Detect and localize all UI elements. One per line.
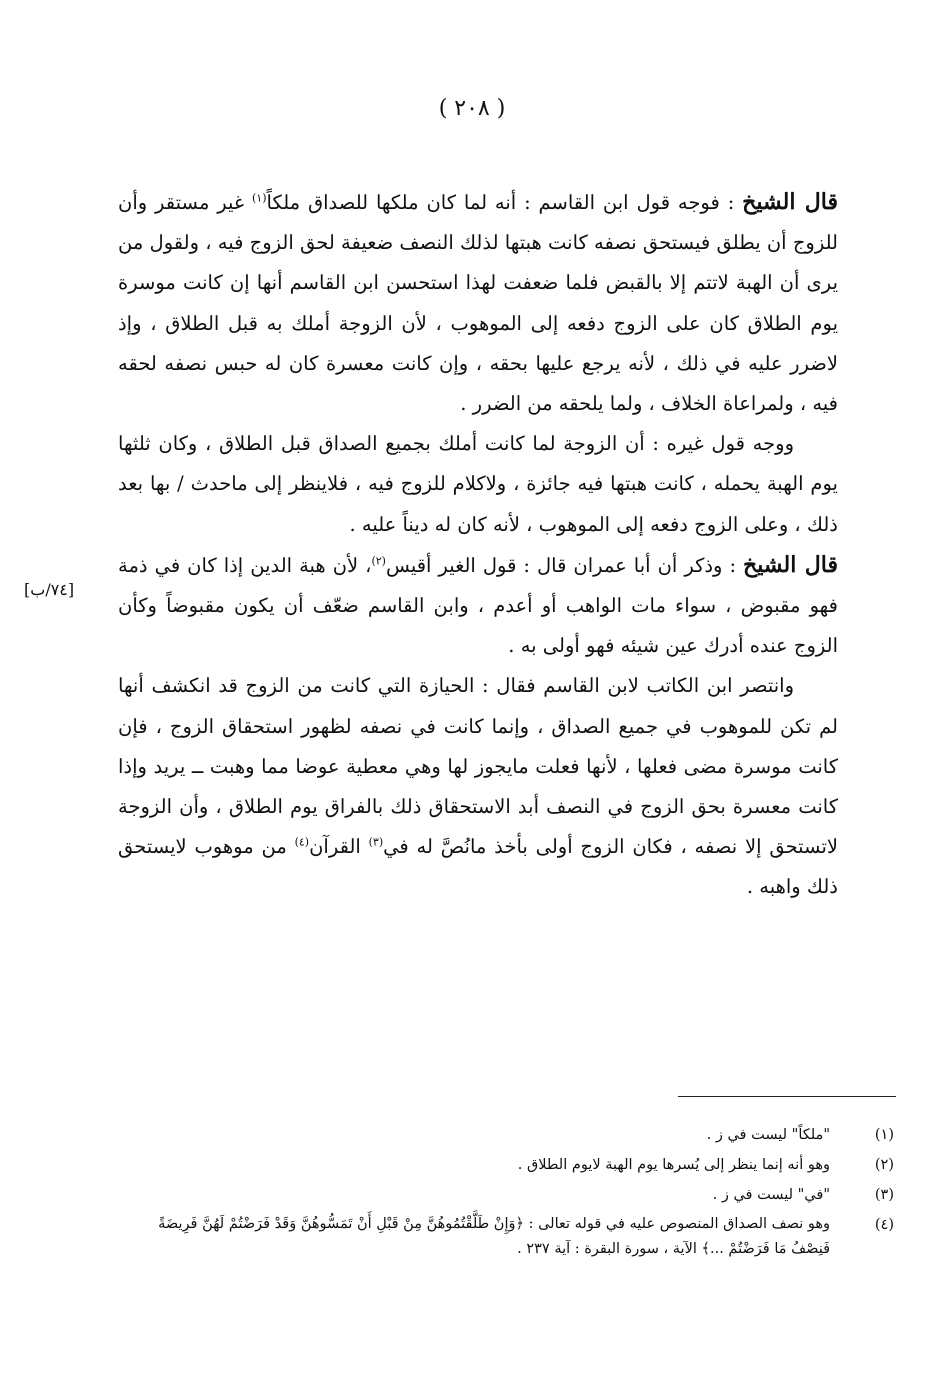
- footnote-ref: (٢): [371, 554, 386, 568]
- page-number: ( ٢٠٨ ): [438, 96, 506, 121]
- paragraph-text: غير مستقر وأن للزوج أن يطلق فيستحق نصفه كانت هبتها لذلك النصف ضعيفة لحق الزوج فيه ، ولقول من يرى أن الهبة لاتتم إلا بالقبض فلما ضعفت لهذا استحسن ابن القاسم أنها إن كانت موسرة يوم الطلاق كان على الزوج دفعه إلى الموهوب ، لأن الزوجة أملك به قبل الطلاق ، وإذ لاضرر عليه في ذلك ، لأنه يرجع عليها بحقه ، وإن كانت معسرة كان له حبس نصفه لحقه فيه ، ولمراعاة الخلاف ، ولما يلحقه من الضرر .: [118, 191, 838, 416]
- footnote: [132, 1150, 894, 1180]
- paragraph-1: [118, 182, 838, 424]
- footnote-text: وهو نصف الصداق المنصوص عليه في قوله تعالى : ﴿وَإِنْ طَلَّقْتُمُوهُنَّ مِنْ قَبْلِ أَنْ تَمَسُّوهُنَّ وَقَدْ فَرَضْتُمْ لَهُنَّ فَرِيضَةً فَنِصْفُ مَا فَرَضْتُمْ ...﴾ الآية ، سورة البقرة : آية ٢٣٧ .: [158, 1216, 830, 1257]
- footnote-number: (٣): [874, 1187, 894, 1203]
- footnote-ref: (٤): [294, 835, 310, 849]
- footnote: [132, 1210, 894, 1262]
- footnote-number: (١): [874, 1127, 894, 1143]
- speaker-label: قال الشيخ: [742, 189, 838, 215]
- footnote: [132, 1120, 894, 1150]
- paragraph-text: : وذكر أن أبا عمران قال : قول الغير أقيس: [385, 553, 744, 577]
- footnote-text: "ملكاً" ليست في ز .: [706, 1127, 830, 1143]
- paragraph-text: ، لأن هبة الدين إذا كان في ذمة فهو مقبوض ، سواء مات الواهب أو أعدم ، وابن القاسم ضعّف أن يكون مقبوضاً وكأن الزوج عنده أدرك عين شيئه فهو أولى به .: [118, 553, 838, 658]
- footnote-number: (٤): [874, 1217, 894, 1233]
- paragraph-text: من موهوب لايستحق ذلك واهبه .: [118, 835, 838, 899]
- paragraph-4: [118, 666, 838, 907]
- paragraph-3: [118, 545, 838, 667]
- folio-margin-note: [٧٤/ب]: [24, 580, 75, 599]
- main-text: [118, 182, 838, 908]
- footnote-ref: (١): [252, 191, 267, 205]
- paragraph-2: [118, 424, 838, 545]
- footnote-text: "في" ليست في ز .: [712, 1187, 830, 1203]
- footnote-ref: (٣): [368, 835, 384, 849]
- footnote-divider: [678, 1096, 896, 1097]
- footnote: [132, 1180, 894, 1210]
- footnote-text: وهو أنه إنما ينظر إلى يُسرها يوم الهبة لايوم الطلاق .: [517, 1157, 830, 1173]
- paragraph-text: ووجه قول غيره : أن الزوجة لما كانت أملك بجميع الصداق قبل الطلاق ، وكان ثلثها يوم الهبة يحمله ، كانت هبتها فيه جائزة ، ولاكلام للزوج فيه ، فلاينظر إلى ماحدث / بها بعد ذلك ، وعلى الزوج دفعه إلى الموهوب ، لأنه كان له ديناً عليه .: [118, 432, 838, 536]
- footnote-number: (٢): [874, 1157, 894, 1173]
- paragraph-text: : فوجه قول ابن القاسم : أنه لما كان ملكها للصداق ملكاً: [266, 191, 743, 214]
- speaker-label: قال الشيخ: [743, 551, 838, 578]
- footnotes: [132, 1120, 894, 1262]
- paragraph-text: القرآن: [309, 835, 369, 859]
- paragraph-text: وانتصر ابن الكاتب لابن القاسم فقال : الحيازة التي كانت من الزوج قد انكشف أنها لم تكن للموهوب في جميع الصداق ، وإنما كانت في نصفه لظهور استحقاق الزوج ، فإن كانت موسرة مضى فعلها ، لأنها فعلت مايجوز لها وهي معطية عوضا مما وهبت ــ يريد وإذا كانت معسرة بحق الزوج في النصف أبد الاستحقاق ذلك بالفراق يوم الطلاق ، وأن الزوجة لاتستحق إلا نصفه ، فكان الزوج أولى بأخذ مانُصَّ له في: [118, 674, 839, 859]
